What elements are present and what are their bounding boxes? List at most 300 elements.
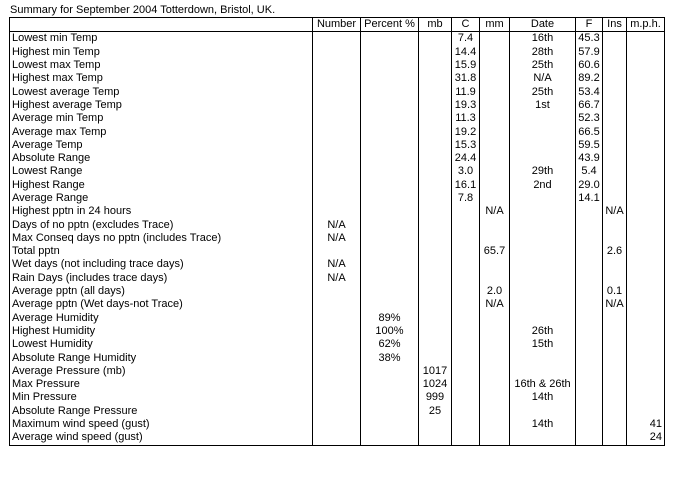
cell-mb	[419, 338, 452, 351]
cell-mb	[419, 298, 452, 311]
cell-c	[452, 378, 480, 391]
row-label: Min Pressure	[10, 391, 313, 404]
cell-date: 16th	[510, 32, 576, 46]
cell-f: 66.5	[576, 125, 603, 138]
cell-c	[452, 351, 480, 364]
cell-mm	[480, 85, 510, 98]
cell-mm	[480, 272, 510, 285]
cell-c: 15.9	[452, 59, 480, 72]
table-row	[10, 338, 665, 351]
cell-percent	[361, 298, 419, 311]
cell-date	[510, 232, 576, 245]
column-header-label	[10, 18, 313, 32]
row-label: Lowest Range	[10, 165, 313, 178]
cell-mm	[480, 112, 510, 125]
row-label: Average Range	[10, 192, 313, 205]
cell-number	[313, 431, 361, 445]
cell-number: N/A	[313, 218, 361, 231]
cell-number	[313, 179, 361, 192]
cell-f: 60.6	[576, 59, 603, 72]
cell-c	[452, 232, 480, 245]
cell-date	[510, 431, 576, 445]
cell-ins	[603, 405, 627, 418]
cell-number: N/A	[313, 232, 361, 245]
cell-c: 11.3	[452, 112, 480, 125]
cell-mm	[480, 312, 510, 325]
row-label: Rain Days (includes trace days)	[10, 272, 313, 285]
cell-c: 31.8	[452, 72, 480, 85]
row-label: Highest Humidity	[10, 325, 313, 338]
cell-number	[313, 59, 361, 72]
cell-number	[313, 205, 361, 218]
cell-mph	[627, 112, 665, 125]
cell-number	[313, 312, 361, 325]
cell-ins	[603, 232, 627, 245]
cell-date: 29th	[510, 165, 576, 178]
cell-mb: 1017	[419, 365, 452, 378]
row-label: Maximum wind speed (gust)	[10, 418, 313, 431]
row-label: Lowest max Temp	[10, 59, 313, 72]
cell-c	[452, 245, 480, 258]
column-header-percent: Percent %	[361, 18, 419, 32]
cell-number	[313, 192, 361, 205]
cell-percent	[361, 365, 419, 378]
cell-ins	[603, 431, 627, 445]
cell-percent	[361, 272, 419, 285]
cell-mb	[419, 46, 452, 59]
cell-mm	[480, 378, 510, 391]
cell-mph	[627, 59, 665, 72]
cell-mph	[627, 32, 665, 46]
cell-mph	[627, 365, 665, 378]
cell-mm	[480, 431, 510, 445]
cell-mm	[480, 72, 510, 85]
cell-mph	[627, 165, 665, 178]
table-row	[10, 112, 665, 125]
table-row	[10, 431, 665, 445]
cell-mm	[480, 152, 510, 165]
cell-ins: N/A	[603, 298, 627, 311]
cell-mm	[480, 139, 510, 152]
cell-number	[313, 285, 361, 298]
cell-mm	[480, 418, 510, 431]
cell-ins	[603, 46, 627, 59]
cell-ins	[603, 72, 627, 85]
cell-f	[576, 365, 603, 378]
row-label: Average wind speed (gust)	[10, 431, 313, 445]
cell-ins	[603, 192, 627, 205]
cell-mb	[419, 99, 452, 112]
cell-mb	[419, 72, 452, 85]
cell-c	[452, 418, 480, 431]
cell-ins: 0.1	[603, 285, 627, 298]
cell-mph	[627, 312, 665, 325]
cell-percent: 62%	[361, 338, 419, 351]
table-row	[10, 325, 665, 338]
table-row	[10, 351, 665, 364]
row-label: Average Temp	[10, 139, 313, 152]
cell-mb	[419, 258, 452, 271]
cell-percent	[361, 378, 419, 391]
cell-c: 7.4	[452, 32, 480, 46]
cell-date: 25th	[510, 59, 576, 72]
cell-number	[313, 72, 361, 85]
cell-date	[510, 205, 576, 218]
cell-ins	[603, 85, 627, 98]
cell-mph	[627, 378, 665, 391]
cell-c	[452, 338, 480, 351]
cell-mb	[419, 205, 452, 218]
table-row	[10, 391, 665, 404]
cell-f	[576, 218, 603, 231]
cell-c: 19.2	[452, 125, 480, 138]
cell-mb	[419, 431, 452, 445]
header-row	[10, 18, 665, 32]
cell-mb: 25	[419, 405, 452, 418]
cell-c: 15.3	[452, 139, 480, 152]
cell-mph	[627, 99, 665, 112]
cell-date	[510, 351, 576, 364]
cell-percent	[361, 112, 419, 125]
cell-c	[452, 365, 480, 378]
table-row	[10, 59, 665, 72]
cell-mb	[419, 139, 452, 152]
cell-percent	[361, 152, 419, 165]
cell-percent	[361, 165, 419, 178]
cell-ins: N/A	[603, 205, 627, 218]
row-label: Absolute Range Pressure	[10, 405, 313, 418]
cell-date: 14th	[510, 418, 576, 431]
row-label: Average pptn (Wet days-not Trace)	[10, 298, 313, 311]
cell-mb	[419, 85, 452, 98]
cell-mm	[480, 405, 510, 418]
cell-mph: 41	[627, 418, 665, 431]
cell-percent	[361, 391, 419, 404]
cell-date: 26th	[510, 325, 576, 338]
cell-f	[576, 258, 603, 271]
cell-mph	[627, 351, 665, 364]
cell-c	[452, 298, 480, 311]
cell-ins	[603, 418, 627, 431]
cell-f: 52.3	[576, 112, 603, 125]
cell-percent	[361, 99, 419, 112]
table-row	[10, 232, 665, 245]
cell-date	[510, 192, 576, 205]
column-header-mph: m.p.h.	[627, 18, 665, 32]
table-row	[10, 72, 665, 85]
cell-c	[452, 391, 480, 404]
cell-c: 7.8	[452, 192, 480, 205]
page-title: Summary for September 2004 Totterdown, Bristol, UK.	[10, 4, 276, 16]
cell-mph	[627, 325, 665, 338]
cell-f	[576, 285, 603, 298]
row-label: Highest max Temp	[10, 72, 313, 85]
cell-c	[452, 205, 480, 218]
cell-mm	[480, 165, 510, 178]
row-label: Days of no pptn (excludes Trace)	[10, 218, 313, 231]
table-body	[10, 32, 665, 445]
table-row	[10, 245, 665, 258]
cell-percent	[361, 192, 419, 205]
cell-number	[313, 32, 361, 46]
cell-percent	[361, 179, 419, 192]
row-label: Max Pressure	[10, 378, 313, 391]
cell-percent	[361, 46, 419, 59]
cell-date	[510, 139, 576, 152]
cell-mph	[627, 285, 665, 298]
cell-date	[510, 272, 576, 285]
cell-number	[313, 46, 361, 59]
cell-mph	[627, 152, 665, 165]
cell-f: 57.9	[576, 46, 603, 59]
column-header-ins: Ins	[603, 18, 627, 32]
cell-mph	[627, 218, 665, 231]
row-label: Average max Temp	[10, 125, 313, 138]
cell-mm	[480, 338, 510, 351]
cell-number	[313, 405, 361, 418]
cell-ins	[603, 32, 627, 46]
cell-date: 15th	[510, 338, 576, 351]
cell-ins	[603, 258, 627, 271]
cell-number	[313, 245, 361, 258]
cell-ins	[603, 351, 627, 364]
cell-number: N/A	[313, 258, 361, 271]
cell-ins: 2.6	[603, 245, 627, 258]
cell-ins	[603, 112, 627, 125]
cell-mm	[480, 365, 510, 378]
cell-c: 3.0	[452, 165, 480, 178]
cell-mph	[627, 72, 665, 85]
cell-mph	[627, 258, 665, 271]
table-row	[10, 258, 665, 271]
cell-number	[313, 152, 361, 165]
cell-date	[510, 125, 576, 138]
table-row	[10, 192, 665, 205]
cell-f: 53.4	[576, 85, 603, 98]
cell-ins	[603, 338, 627, 351]
cell-percent	[361, 285, 419, 298]
cell-mm: 2.0	[480, 285, 510, 298]
cell-mb: 999	[419, 391, 452, 404]
cell-c	[452, 258, 480, 271]
cell-date: N/A	[510, 72, 576, 85]
cell-number: N/A	[313, 272, 361, 285]
cell-f: 66.7	[576, 99, 603, 112]
cell-mm	[480, 192, 510, 205]
cell-number	[313, 338, 361, 351]
cell-mph	[627, 205, 665, 218]
table-row	[10, 46, 665, 59]
row-label: Average pptn (all days)	[10, 285, 313, 298]
row-label: Average Humidity	[10, 312, 313, 325]
cell-ins	[603, 125, 627, 138]
cell-number	[313, 139, 361, 152]
table-row	[10, 99, 665, 112]
table-row	[10, 285, 665, 298]
table-row	[10, 32, 665, 46]
cell-percent: 100%	[361, 325, 419, 338]
cell-mph	[627, 232, 665, 245]
cell-ins	[603, 325, 627, 338]
cell-c: 11.9	[452, 85, 480, 98]
row-label: Wet days (not including trace days)	[10, 258, 313, 271]
cell-percent	[361, 218, 419, 231]
cell-ins	[603, 365, 627, 378]
cell-f	[576, 405, 603, 418]
cell-date	[510, 405, 576, 418]
cell-f	[576, 312, 603, 325]
cell-mb	[419, 245, 452, 258]
cell-percent	[361, 72, 419, 85]
table-row	[10, 205, 665, 218]
cell-mm: 65.7	[480, 245, 510, 258]
cell-percent	[361, 125, 419, 138]
cell-percent	[361, 418, 419, 431]
cell-c: 14.4	[452, 46, 480, 59]
cell-ins	[603, 152, 627, 165]
cell-percent	[361, 59, 419, 72]
cell-f	[576, 205, 603, 218]
cell-mph	[627, 405, 665, 418]
cell-mm	[480, 59, 510, 72]
cell-ins	[603, 165, 627, 178]
cell-number	[313, 112, 361, 125]
cell-ins	[603, 312, 627, 325]
cell-mm	[480, 46, 510, 59]
cell-mm	[480, 258, 510, 271]
cell-percent	[361, 139, 419, 152]
row-label: Absolute Range	[10, 152, 313, 165]
cell-f	[576, 431, 603, 445]
cell-date	[510, 312, 576, 325]
row-label: Highest min Temp	[10, 46, 313, 59]
table-row	[10, 272, 665, 285]
row-label: Lowest Humidity	[10, 338, 313, 351]
cell-c	[452, 431, 480, 445]
cell-mb	[419, 125, 452, 138]
cell-f: 43.9	[576, 152, 603, 165]
cell-mb	[419, 285, 452, 298]
table-row	[10, 312, 665, 325]
row-label: Highest pptn in 24 hours	[10, 205, 313, 218]
cell-mm	[480, 351, 510, 364]
cell-c: 16.1	[452, 179, 480, 192]
cell-percent	[361, 32, 419, 46]
cell-mb	[419, 165, 452, 178]
table-row	[10, 165, 665, 178]
cell-mb	[419, 179, 452, 192]
cell-date: 1st	[510, 99, 576, 112]
cell-date	[510, 298, 576, 311]
cell-c: 24.4	[452, 152, 480, 165]
row-label: Total pptn	[10, 245, 313, 258]
cell-mph	[627, 85, 665, 98]
cell-f	[576, 325, 603, 338]
cell-mb	[419, 232, 452, 245]
cell-mm	[480, 179, 510, 192]
cell-c	[452, 285, 480, 298]
cell-date: 25th	[510, 85, 576, 98]
table-row	[10, 139, 665, 152]
cell-mph	[627, 46, 665, 59]
cell-number	[313, 418, 361, 431]
cell-number	[313, 351, 361, 364]
cell-c	[452, 405, 480, 418]
cell-mph	[627, 245, 665, 258]
cell-f	[576, 418, 603, 431]
cell-mph	[627, 391, 665, 404]
cell-f	[576, 232, 603, 245]
cell-mb	[419, 59, 452, 72]
cell-c	[452, 312, 480, 325]
cell-mm	[480, 232, 510, 245]
cell-mb	[419, 418, 452, 431]
row-label: Max Conseq days no pptn (includes Trace)	[10, 232, 313, 245]
cell-f	[576, 351, 603, 364]
cell-mb	[419, 112, 452, 125]
cell-mph	[627, 125, 665, 138]
column-header-c: C	[452, 18, 480, 32]
cell-c	[452, 272, 480, 285]
cell-mph	[627, 272, 665, 285]
cell-date	[510, 112, 576, 125]
cell-f: 14.1	[576, 192, 603, 205]
cell-mm: N/A	[480, 298, 510, 311]
table-row	[10, 125, 665, 138]
table-row	[10, 405, 665, 418]
cell-date: 14th	[510, 391, 576, 404]
cell-mb: 1024	[419, 378, 452, 391]
table-row	[10, 418, 665, 431]
cell-number	[313, 298, 361, 311]
cell-f: 59.5	[576, 139, 603, 152]
cell-ins	[603, 218, 627, 231]
cell-mph	[627, 139, 665, 152]
cell-mm	[480, 125, 510, 138]
row-label: Average min Temp	[10, 112, 313, 125]
cell-percent	[361, 245, 419, 258]
cell-number	[313, 165, 361, 178]
table-row	[10, 152, 665, 165]
cell-mm	[480, 325, 510, 338]
row-label: Highest average Temp	[10, 99, 313, 112]
column-header-f: F	[576, 18, 603, 32]
cell-mph	[627, 338, 665, 351]
cell-mph	[627, 298, 665, 311]
cell-mm: N/A	[480, 205, 510, 218]
table-row	[10, 378, 665, 391]
cell-f	[576, 378, 603, 391]
cell-number	[313, 99, 361, 112]
column-header-date: Date	[510, 18, 576, 32]
cell-mb	[419, 351, 452, 364]
cell-mph: 24	[627, 431, 665, 445]
cell-percent	[361, 85, 419, 98]
cell-date	[510, 152, 576, 165]
cell-date: 2nd	[510, 179, 576, 192]
cell-f	[576, 391, 603, 404]
table-row	[10, 298, 665, 311]
cell-ins	[603, 378, 627, 391]
cell-percent: 89%	[361, 312, 419, 325]
row-label: Lowest average Temp	[10, 85, 313, 98]
cell-mb	[419, 272, 452, 285]
cell-percent: 38%	[361, 351, 419, 364]
cell-mm	[480, 32, 510, 46]
column-header-mm: mm	[480, 18, 510, 32]
row-label: Lowest min Temp	[10, 32, 313, 46]
row-label: Highest Range	[10, 179, 313, 192]
